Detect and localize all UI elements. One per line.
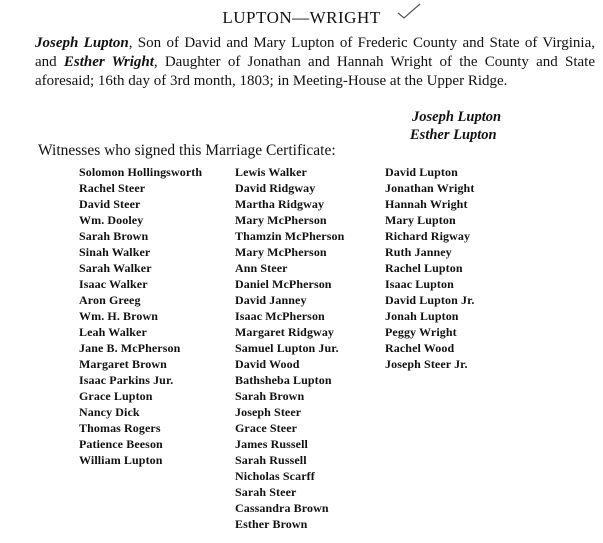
- intro-text-part2: , Daughter of Jonathan and Hannah Wright of the County and State aforesaid; 16th day of 3rd month, 1803; in Meeting-House at the Upper Ridge.: [35, 54, 595, 89]
- witness-name: David Lupton: [385, 165, 458, 179]
- witness-name: Wm. Dooley: [79, 213, 144, 227]
- witness-heading: Witnesses who signed this Marriage Certificate:: [38, 142, 336, 159]
- witness-name: Rachel Lupton: [385, 261, 463, 275]
- witness-name: Lewis Walker: [235, 165, 307, 179]
- witness-name: Mary Lupton: [385, 213, 456, 227]
- witness-name: Thomas Rogers: [79, 421, 161, 435]
- witness-name: Sarah Walker: [79, 261, 152, 275]
- witness-name: Margaret Brown: [79, 357, 167, 371]
- witness-name: Joseph Steer: [235, 405, 302, 419]
- witness-name: Daniel McPherson: [235, 277, 332, 291]
- marriage-record-paragraph: [35, 34, 595, 91]
- witness-name: Hannah Wright: [385, 197, 468, 211]
- witness-name: Isaac Lupton: [385, 277, 454, 291]
- witness-name: Margaret Ridgway: [235, 325, 335, 339]
- witness-name: Jane B. McPherson: [79, 341, 181, 355]
- groom-name: Joseph Lupton: [35, 35, 129, 51]
- check-mark-icon: [396, 2, 422, 20]
- witness-name: Cassandra Brown: [235, 501, 329, 515]
- witness-name: Mary McPherson: [235, 245, 327, 259]
- signature-groom: Joseph Lupton: [412, 109, 502, 125]
- witness-name: Sarah Brown: [235, 389, 305, 403]
- signatures-block: [412, 108, 501, 144]
- witness-column-2: [235, 164, 344, 532]
- witness-name: Richard Rigway: [385, 229, 471, 243]
- witness-name: Isaac Walker: [79, 277, 148, 291]
- witness-name: Isaac McPherson: [235, 309, 325, 323]
- witness-name: Jonah Lupton: [385, 309, 459, 323]
- witness-name: Nancy Dick: [79, 405, 140, 419]
- witness-name: David Wood: [235, 357, 300, 371]
- witness-name: Sarah Steer: [235, 485, 297, 499]
- witness-name: Aron Greeg: [79, 293, 141, 307]
- witness-name: Sinah Walker: [79, 245, 151, 259]
- witness-name: Patience Beeson: [79, 437, 163, 451]
- witness-name: Sarah Brown: [79, 229, 149, 243]
- witness-name: David Lupton Jr.: [385, 293, 475, 307]
- witness-name: Peggy Wright: [385, 325, 457, 339]
- witness-column-1: [79, 164, 202, 468]
- witness-name: Wm. H. Brown: [79, 309, 158, 323]
- witness-name: Ruth Janney: [385, 245, 452, 259]
- witness-name: Grace Lupton: [79, 389, 153, 403]
- document-title: LUPTON—WRIGHT: [222, 8, 381, 27]
- witness-name: Leah Walker: [79, 325, 147, 339]
- witness-name: David Steer: [79, 197, 141, 211]
- witness-name: James Russell: [235, 437, 308, 451]
- witness-name: Esther Brown: [235, 517, 308, 531]
- witness-name: Nicholas Scarff: [235, 469, 315, 483]
- witness-name: Solomon Hollingsworth: [79, 165, 203, 179]
- bride-name: Esther Wright: [63, 54, 154, 70]
- intro-text-part1: , Son of David and Mary Lupton of Frederic County and State of Virginia, and: [35, 35, 595, 70]
- witness-name: Jonathan Wright: [385, 181, 475, 195]
- witness-name: Martha Ridgway: [235, 197, 325, 211]
- witness-name: David Janney: [235, 293, 307, 307]
- witness-name: Samuel Lupton Jur.: [235, 341, 339, 355]
- witness-name: Sarah Russell: [235, 453, 307, 467]
- witness-name: Bathsheba Lupton: [235, 373, 332, 387]
- witness-name: William Lupton: [79, 453, 163, 467]
- witness-column-3: [385, 164, 475, 372]
- witness-name: David Ridgway: [235, 181, 316, 195]
- witness-name: Thamzin McPherson: [235, 229, 345, 243]
- witness-name: Grace Steer: [235, 421, 298, 435]
- witness-name: Joseph Steer Jr.: [385, 357, 468, 371]
- witness-name: Isaac Parkins Jur.: [79, 373, 174, 387]
- witness-name: Ann Steer: [235, 261, 288, 275]
- witness-name: Rachel Wood: [385, 341, 455, 355]
- signature-bride: Esther Lupton: [410, 127, 497, 143]
- witness-name: Rachel Steer: [79, 181, 146, 195]
- witness-name: Mary McPherson: [235, 213, 327, 227]
